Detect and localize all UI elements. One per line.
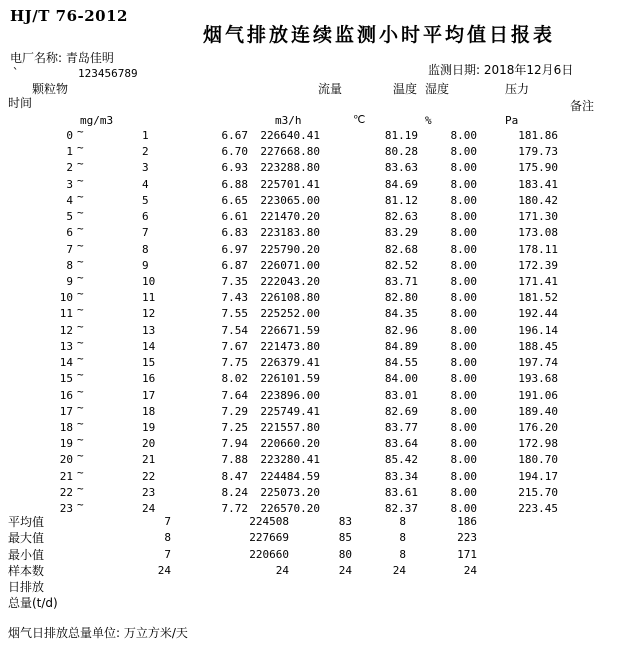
hour-start-cell: 0 bbox=[66, 129, 73, 142]
hour-end-cell: 10 bbox=[142, 274, 156, 288]
pressure-value-cell: 193.68 bbox=[518, 372, 558, 386]
table-row bbox=[0, 352, 624, 371]
hour-end-cell: 2 bbox=[142, 145, 149, 159]
hour-start-cell: 8 bbox=[66, 258, 73, 272]
dust-value-cell: 6.93 bbox=[221, 161, 248, 175]
pressure-value-cell: 183.41 bbox=[518, 177, 558, 191]
humidity-value-cell: 8.00 bbox=[450, 453, 477, 467]
humidity-value-cell: 8.00 bbox=[450, 404, 477, 418]
tilde-separator: ~ bbox=[77, 222, 84, 236]
flow-value-cell: 221470.20 bbox=[260, 210, 320, 224]
flow-value-cell: 226108.80 bbox=[260, 291, 320, 305]
table-row bbox=[0, 287, 624, 306]
humidity-value-cell: 8.00 bbox=[450, 502, 477, 516]
hour-end-cell: 7 bbox=[142, 226, 149, 240]
pressure-value-cell: 171.30 bbox=[518, 210, 558, 224]
humidity-value-cell: 8.00 bbox=[450, 226, 477, 240]
tilde-separator: ~ bbox=[77, 206, 84, 220]
tilde-separator: ~ bbox=[77, 449, 84, 463]
hour-start-cell: 3 bbox=[66, 177, 73, 191]
hour-start-cell: 18 bbox=[59, 420, 73, 434]
summary-label: 日排放 bbox=[8, 580, 45, 595]
temp-value-cell: 84.35 bbox=[384, 307, 418, 321]
table-row bbox=[0, 238, 624, 258]
table-row bbox=[0, 433, 624, 452]
summary-humidity-cell: 8 bbox=[399, 515, 406, 528]
dust-value-cell: 7.75 bbox=[221, 356, 248, 370]
humidity-value-cell: 8.00 bbox=[450, 323, 477, 337]
summary-label: 最大值 bbox=[8, 531, 45, 546]
dust-value-cell: 7.35 bbox=[221, 274, 248, 288]
table-row bbox=[0, 319, 624, 339]
dust-value-cell: 7.67 bbox=[221, 339, 248, 353]
flow-value-cell: 223288.80 bbox=[260, 161, 320, 175]
humidity-value-cell: 8.00 bbox=[450, 356, 477, 370]
hour-end-cell: 19 bbox=[142, 420, 156, 434]
temp-value-cell: 82.96 bbox=[384, 323, 418, 337]
humidity-value-cell: 8.00 bbox=[450, 372, 477, 386]
plant-name-value: 青岛佳明 bbox=[65, 51, 114, 65]
column-header-temp: 温度 bbox=[393, 82, 418, 96]
summary-row bbox=[0, 547, 624, 563]
summary-temp-cell: 85 bbox=[338, 531, 352, 545]
hour-end-cell: 24 bbox=[142, 502, 156, 516]
table-row bbox=[0, 141, 624, 160]
dust-value-cell: 7.54 bbox=[221, 323, 248, 337]
summary-label: 样本数 bbox=[8, 563, 45, 578]
hour-end-cell: 12 bbox=[142, 307, 156, 321]
humidity-value-cell: 8.00 bbox=[450, 307, 477, 321]
flow-value-cell: 226570.20 bbox=[260, 502, 320, 516]
pressure-value-cell: 179.73 bbox=[518, 145, 558, 159]
column-header-pressure: 压力 bbox=[505, 82, 530, 96]
table-row bbox=[0, 449, 624, 468]
hour-end-cell: 23 bbox=[142, 485, 156, 499]
flow-value-cell: 225790.20 bbox=[260, 242, 320, 256]
temp-value-cell: 80.28 bbox=[384, 145, 418, 159]
summary-dust-cell: 8 bbox=[164, 531, 171, 545]
summary-dust-cell: 7 bbox=[164, 547, 171, 561]
table-row bbox=[0, 416, 624, 436]
dust-value-cell: 6.83 bbox=[221, 226, 248, 240]
flow-value-cell: 226101.59 bbox=[260, 372, 320, 386]
summary-flow-cell: 24 bbox=[275, 563, 289, 577]
pressure-value-cell: 194.17 bbox=[518, 469, 558, 483]
monitor-date-value: 2018年12月6日 bbox=[483, 63, 574, 77]
summary-dust-cell: 24 bbox=[157, 563, 171, 577]
tick-mark: ` bbox=[12, 66, 20, 80]
table-row bbox=[0, 173, 624, 193]
flow-value-cell: 226640.41 bbox=[260, 129, 320, 142]
dust-value-cell: 7.94 bbox=[221, 437, 248, 451]
pressure-value-cell: 180.42 bbox=[518, 193, 558, 207]
summary-table bbox=[0, 514, 624, 612]
pressure-value-cell: 223.45 bbox=[518, 502, 558, 516]
dust-value-cell: 7.43 bbox=[221, 291, 248, 305]
hour-start-cell: 19 bbox=[59, 437, 73, 451]
table-row bbox=[0, 157, 624, 176]
flow-value-cell: 224484.59 bbox=[260, 469, 320, 483]
temp-value-cell: 83.64 bbox=[384, 437, 418, 451]
temp-value-cell: 83.77 bbox=[384, 420, 418, 434]
hour-start-cell: 6 bbox=[66, 226, 73, 240]
summary-temp-cell: 83 bbox=[338, 515, 352, 528]
humidity-value-cell: 8.00 bbox=[450, 420, 477, 434]
dust-value-cell: 7.55 bbox=[221, 307, 248, 321]
plant-name-line bbox=[10, 52, 114, 65]
tilde-separator: ~ bbox=[77, 384, 84, 398]
summary-humidity-cell: 8 bbox=[399, 547, 406, 561]
flow-value-cell: 223896.00 bbox=[260, 388, 320, 402]
dust-value-cell: 7.72 bbox=[221, 502, 248, 516]
summary-humidity-cell: 24 bbox=[392, 563, 406, 577]
pressure-value-cell: 215.70 bbox=[518, 485, 558, 499]
table-row bbox=[0, 384, 624, 404]
flow-value-cell: 227668.80 bbox=[260, 145, 320, 159]
hour-start-cell: 9 bbox=[66, 274, 73, 288]
dust-value-cell: 6.70 bbox=[221, 145, 248, 159]
pressure-value-cell: 173.08 bbox=[518, 226, 558, 240]
summary-row bbox=[0, 595, 624, 611]
hour-end-cell: 17 bbox=[142, 388, 156, 402]
table-row bbox=[0, 465, 624, 485]
hour-start-cell: 11 bbox=[59, 307, 73, 321]
unit-pressure: Pa bbox=[505, 114, 519, 127]
tilde-separator: ~ bbox=[77, 319, 84, 333]
humidity-value-cell: 8.00 bbox=[450, 193, 477, 207]
humidity-value-cell: 8.00 bbox=[450, 145, 477, 159]
table-row bbox=[0, 368, 624, 387]
humidity-value-cell: 8.00 bbox=[450, 258, 477, 272]
hour-start-cell: 1 bbox=[66, 145, 73, 159]
tilde-separator: ~ bbox=[77, 238, 84, 252]
hour-end-cell: 22 bbox=[142, 469, 156, 483]
hour-end-cell: 15 bbox=[142, 356, 156, 370]
temp-value-cell: 83.34 bbox=[384, 469, 418, 483]
unit-dust: mg/m3 bbox=[80, 114, 114, 127]
dust-value-cell: 7.88 bbox=[221, 453, 248, 467]
temp-value-cell: 84.00 bbox=[384, 372, 418, 386]
dust-value-cell: 8.02 bbox=[221, 372, 248, 386]
summary-pressure-cell: 223 bbox=[457, 531, 477, 545]
pressure-value-cell: 196.14 bbox=[518, 323, 558, 337]
flow-value-cell: 226071.00 bbox=[260, 258, 320, 272]
hour-start-cell: 15 bbox=[59, 372, 73, 386]
temp-value-cell: 83.29 bbox=[384, 226, 418, 240]
table-row bbox=[0, 481, 624, 501]
hour-end-cell: 5 bbox=[142, 193, 149, 207]
hour-end-cell: 11 bbox=[142, 291, 156, 305]
hour-start-cell: 17 bbox=[59, 404, 73, 418]
dust-value-cell: 8.47 bbox=[221, 469, 248, 483]
humidity-value-cell: 8.00 bbox=[450, 242, 477, 256]
flow-value-cell: 221557.80 bbox=[260, 420, 320, 434]
summary-pressure-cell: 24 bbox=[463, 563, 477, 577]
pressure-value-cell: 192.44 bbox=[518, 307, 558, 321]
tilde-separator: ~ bbox=[77, 189, 84, 203]
pressure-value-cell: 181.86 bbox=[518, 129, 558, 142]
flow-value-cell: 226671.59 bbox=[260, 323, 320, 337]
temp-value-cell: 84.55 bbox=[384, 356, 418, 370]
hour-start-cell: 2 bbox=[66, 161, 73, 175]
table-row bbox=[0, 303, 624, 322]
flow-value-cell: 221473.80 bbox=[260, 339, 320, 353]
hour-end-cell: 1 bbox=[142, 129, 149, 142]
hour-start-cell: 22 bbox=[59, 485, 73, 499]
flow-value-cell: 223280.41 bbox=[260, 453, 320, 467]
temp-value-cell: 84.89 bbox=[384, 339, 418, 353]
pressure-value-cell: 197.74 bbox=[518, 356, 558, 370]
humidity-value-cell: 8.00 bbox=[450, 485, 477, 499]
hourly-data-table bbox=[0, 125, 624, 517]
flow-value-cell: 223183.80 bbox=[260, 226, 320, 240]
hour-start-cell: 13 bbox=[59, 339, 73, 353]
dust-value-cell: 6.61 bbox=[221, 210, 248, 224]
summary-temp-cell: 80 bbox=[338, 547, 352, 561]
pressure-value-cell: 189.40 bbox=[518, 404, 558, 418]
column-header-remark: 备注 bbox=[570, 99, 595, 113]
hour-end-cell: 9 bbox=[142, 258, 149, 272]
humidity-value-cell: 8.00 bbox=[450, 388, 477, 402]
column-header-humidity: 湿度 bbox=[425, 82, 450, 96]
temp-value-cell: 82.52 bbox=[384, 258, 418, 272]
dust-value-cell: 6.87 bbox=[221, 258, 248, 272]
hour-start-cell: 20 bbox=[59, 453, 73, 467]
flow-value-cell: 225701.41 bbox=[260, 177, 320, 191]
hour-start-cell: 21 bbox=[59, 469, 73, 483]
flow-value-cell: 225749.41 bbox=[260, 404, 320, 418]
temp-value-cell: 82.37 bbox=[384, 502, 418, 516]
summary-row bbox=[0, 514, 624, 530]
temp-value-cell: 82.80 bbox=[384, 291, 418, 305]
dust-value-cell: 6.65 bbox=[221, 193, 248, 207]
hour-start-cell: 16 bbox=[59, 388, 73, 402]
pressure-value-cell: 175.90 bbox=[518, 161, 558, 175]
tilde-separator: ~ bbox=[77, 498, 84, 512]
humidity-value-cell: 8.00 bbox=[450, 291, 477, 305]
hour-start-cell: 23 bbox=[59, 502, 73, 516]
summary-humidity-cell: 8 bbox=[399, 531, 406, 545]
table-row bbox=[0, 206, 624, 225]
tilde-separator: ~ bbox=[77, 125, 84, 138]
pressure-value-cell: 171.41 bbox=[518, 274, 558, 288]
dust-value-cell: 7.29 bbox=[221, 404, 248, 418]
flow-value-cell: 225073.20 bbox=[260, 485, 320, 499]
summary-flow-cell: 224508 bbox=[249, 515, 289, 528]
tilde-separator: ~ bbox=[77, 433, 84, 447]
hour-start-cell: 4 bbox=[66, 193, 73, 207]
temp-value-cell: 84.69 bbox=[384, 177, 418, 191]
hour-start-cell: 5 bbox=[66, 210, 73, 224]
table-row bbox=[0, 189, 624, 209]
hour-end-cell: 20 bbox=[142, 437, 156, 451]
table-row bbox=[0, 270, 624, 290]
hour-start-cell: 7 bbox=[66, 242, 73, 256]
dust-value-cell: 7.25 bbox=[221, 420, 248, 434]
summary-row bbox=[0, 530, 624, 546]
humidity-value-cell: 8.00 bbox=[450, 210, 477, 224]
temp-value-cell: 83.71 bbox=[384, 274, 418, 288]
flow-value-cell: 226379.41 bbox=[260, 356, 320, 370]
tilde-separator: ~ bbox=[77, 141, 84, 155]
summary-pressure-cell: 171 bbox=[457, 547, 477, 561]
summary-label: 总量(t/d) bbox=[8, 596, 58, 611]
temp-value-cell: 82.68 bbox=[384, 242, 418, 256]
table-row bbox=[0, 254, 624, 274]
tilde-separator: ~ bbox=[77, 270, 84, 284]
summary-dust-cell: 7 bbox=[164, 515, 171, 528]
flow-value-cell: 220660.20 bbox=[260, 437, 320, 451]
tilde-separator: ~ bbox=[77, 465, 84, 479]
temp-value-cell: 83.61 bbox=[384, 485, 418, 499]
table-row bbox=[0, 400, 624, 420]
summary-flow-cell: 220660 bbox=[249, 547, 289, 561]
monitor-date-line bbox=[428, 64, 573, 77]
tilde-separator: ~ bbox=[77, 416, 84, 430]
column-header-dust: 颗粒物 bbox=[32, 82, 69, 96]
tilde-separator: ~ bbox=[77, 368, 84, 382]
column-header-time: 时间 bbox=[8, 96, 33, 110]
temp-value-cell: 82.69 bbox=[384, 404, 418, 418]
hour-end-cell: 21 bbox=[142, 453, 156, 467]
dust-value-cell: 6.67 bbox=[221, 129, 248, 142]
tilde-separator: ~ bbox=[77, 400, 84, 414]
summary-row bbox=[0, 563, 624, 579]
humidity-value-cell: 8.00 bbox=[450, 161, 477, 175]
hour-end-cell: 13 bbox=[142, 323, 156, 337]
unit-temp: ℃ bbox=[353, 113, 366, 126]
temp-value-cell: 82.63 bbox=[384, 210, 418, 224]
humidity-value-cell: 8.00 bbox=[450, 129, 477, 142]
column-header-flow: 流量 bbox=[318, 82, 343, 96]
hour-start-cell: 10 bbox=[59, 291, 73, 305]
tilde-separator: ~ bbox=[77, 481, 84, 495]
humidity-value-cell: 8.00 bbox=[450, 177, 477, 191]
tilde-separator: ~ bbox=[77, 254, 84, 268]
hour-start-cell: 14 bbox=[59, 356, 73, 370]
hour-end-cell: 6 bbox=[142, 210, 149, 224]
temp-value-cell: 83.01 bbox=[384, 388, 418, 402]
hour-end-cell: 18 bbox=[142, 404, 156, 418]
monitor-date-label: 监测日期: bbox=[428, 63, 481, 77]
tilde-separator: ~ bbox=[77, 303, 84, 317]
summary-label: 平均值 bbox=[8, 515, 45, 529]
summary-temp-cell: 24 bbox=[338, 563, 352, 577]
humidity-value-cell: 8.00 bbox=[450, 437, 477, 451]
temp-value-cell: 81.19 bbox=[384, 129, 418, 142]
tilde-separator: ~ bbox=[77, 157, 84, 171]
summary-pressure-cell: 186 bbox=[457, 515, 477, 528]
plant-code: 123456789 bbox=[78, 67, 138, 80]
pressure-value-cell: 176.20 bbox=[518, 420, 558, 434]
dust-value-cell: 8.24 bbox=[221, 485, 248, 499]
temp-value-cell: 83.63 bbox=[384, 161, 418, 175]
temp-value-cell: 85.42 bbox=[384, 453, 418, 467]
humidity-value-cell: 8.00 bbox=[450, 469, 477, 483]
hour-end-cell: 4 bbox=[142, 177, 149, 191]
hour-end-cell: 14 bbox=[142, 339, 156, 353]
tilde-separator: ~ bbox=[77, 335, 84, 349]
summary-row bbox=[0, 579, 624, 595]
unit-humidity: % bbox=[425, 114, 432, 127]
unit-flow: m3/h bbox=[275, 114, 302, 127]
pressure-value-cell: 188.45 bbox=[518, 339, 558, 353]
plant-name-label: 电厂名称: bbox=[10, 51, 63, 65]
pressure-value-cell: 172.39 bbox=[518, 258, 558, 272]
page-title: 烟气排放连续监测小时平均值日报表 bbox=[203, 24, 556, 46]
flow-value-cell: 223065.00 bbox=[260, 193, 320, 207]
hour-end-cell: 3 bbox=[142, 161, 149, 175]
dust-value-cell: 7.64 bbox=[221, 388, 248, 402]
pressure-value-cell: 172.98 bbox=[518, 437, 558, 451]
tilde-separator: ~ bbox=[77, 352, 84, 366]
pressure-value-cell: 180.70 bbox=[518, 453, 558, 467]
table-row bbox=[0, 125, 624, 144]
hour-end-cell: 8 bbox=[142, 242, 149, 256]
summary-label: 最小值 bbox=[8, 547, 45, 562]
pressure-value-cell: 181.52 bbox=[518, 291, 558, 305]
humidity-value-cell: 8.00 bbox=[450, 339, 477, 353]
unit-note: 烟气日排放总量单位: 万立方米/天 bbox=[8, 626, 188, 640]
summary-flow-cell: 227669 bbox=[249, 531, 289, 545]
humidity-value-cell: 8.00 bbox=[450, 274, 477, 288]
dust-value-cell: 6.88 bbox=[221, 177, 248, 191]
table-row bbox=[0, 222, 624, 241]
flow-value-cell: 222043.20 bbox=[260, 274, 320, 288]
hour-start-cell: 12 bbox=[59, 323, 73, 337]
pressure-value-cell: 191.06 bbox=[518, 388, 558, 402]
tilde-separator: ~ bbox=[77, 173, 84, 187]
hour-end-cell: 16 bbox=[142, 372, 156, 386]
standard-number: HJ/T 76-2012 bbox=[10, 7, 128, 25]
dust-value-cell: 6.97 bbox=[221, 242, 248, 256]
temp-value-cell: 81.12 bbox=[384, 193, 418, 207]
flow-value-cell: 225252.00 bbox=[260, 307, 320, 321]
tilde-separator: ~ bbox=[77, 287, 84, 301]
pressure-value-cell: 178.11 bbox=[518, 242, 558, 256]
table-row bbox=[0, 335, 624, 355]
